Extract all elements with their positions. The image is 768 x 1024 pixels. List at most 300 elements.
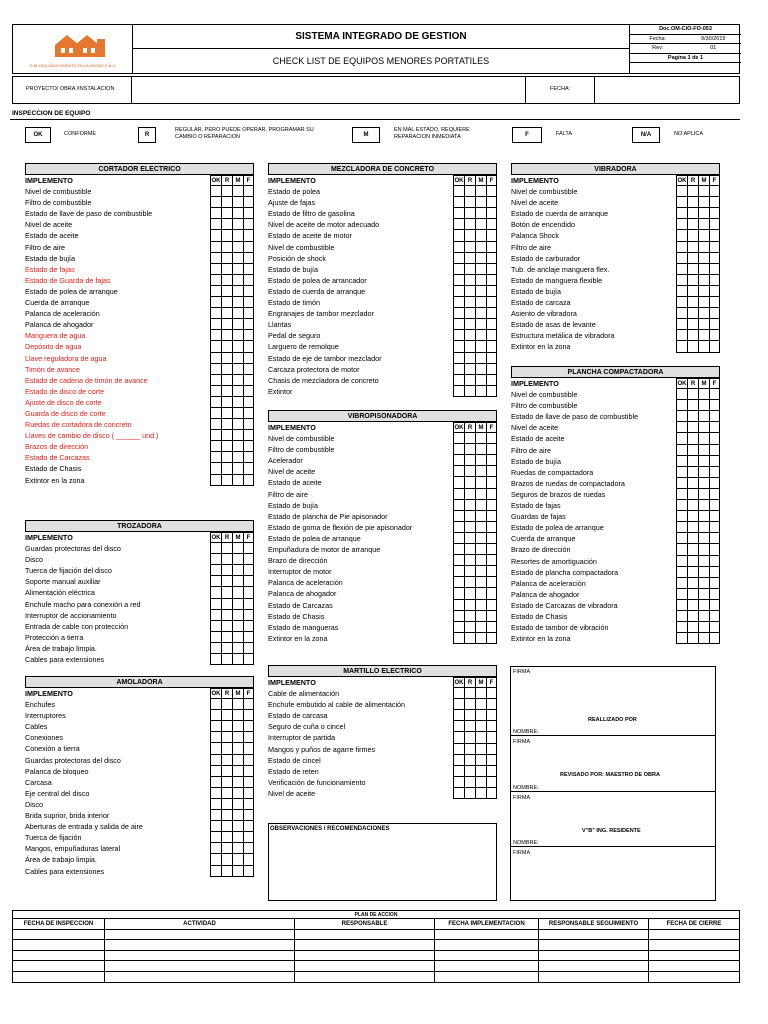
checkbox-cell[interactable] — [486, 242, 497, 253]
checkbox-cell[interactable] — [221, 710, 232, 721]
checkbox-cell[interactable] — [210, 777, 221, 788]
checkbox-cell[interactable] — [221, 743, 232, 754]
table-row[interactable] — [13, 951, 739, 962]
checkbox-cell[interactable] — [709, 544, 720, 555]
checkbox-cell[interactable] — [232, 430, 243, 441]
checkbox-cell[interactable] — [698, 330, 709, 341]
checkbox-cell[interactable] — [210, 364, 221, 375]
checkbox-cell[interactable] — [687, 197, 698, 208]
checkbox-cell[interactable] — [486, 544, 497, 555]
checkbox-cell[interactable] — [243, 543, 254, 554]
checkbox-cell[interactable] — [698, 567, 709, 578]
checkbox-cell[interactable] — [221, 186, 232, 197]
checkbox-cell[interactable] — [475, 308, 486, 319]
checkbox-cell[interactable] — [243, 208, 254, 219]
checkbox-cell[interactable] — [486, 633, 497, 644]
checkbox-cell[interactable] — [486, 710, 497, 721]
checkbox-cell[interactable] — [221, 419, 232, 430]
checkbox-cell[interactable] — [676, 467, 687, 478]
checkbox-cell[interactable] — [221, 543, 232, 554]
checkbox-cell[interactable] — [687, 422, 698, 433]
checkbox-cell[interactable] — [486, 319, 497, 330]
checkbox-cell[interactable] — [486, 197, 497, 208]
checkbox-cell[interactable] — [676, 186, 687, 197]
checkbox-cell[interactable] — [486, 330, 497, 341]
checkbox-cell[interactable] — [453, 308, 464, 319]
checkbox-cell[interactable] — [698, 297, 709, 308]
checkbox-cell[interactable] — [709, 633, 720, 644]
checkbox-cell[interactable] — [243, 419, 254, 430]
checkbox-cell[interactable] — [687, 578, 698, 589]
checkbox-cell[interactable] — [475, 330, 486, 341]
checkbox-cell[interactable] — [687, 567, 698, 578]
checkbox-cell[interactable] — [698, 456, 709, 467]
checkbox-cell[interactable] — [709, 611, 720, 622]
checkbox-cell[interactable] — [210, 632, 221, 643]
checkbox-cell[interactable] — [486, 600, 497, 611]
checkbox-cell[interactable] — [464, 319, 475, 330]
checkbox-cell[interactable] — [243, 866, 254, 877]
checkbox-cell[interactable] — [676, 219, 687, 230]
checkbox-cell[interactable] — [232, 587, 243, 598]
checkbox-cell[interactable] — [475, 230, 486, 241]
checkbox-cell[interactable] — [464, 555, 475, 566]
checkbox-cell[interactable] — [453, 500, 464, 511]
checkbox-cell[interactable] — [232, 643, 243, 654]
checkbox-cell[interactable] — [709, 319, 720, 330]
checkbox-cell[interactable] — [210, 275, 221, 286]
checkbox-cell[interactable] — [475, 219, 486, 230]
checkbox-cell[interactable] — [221, 576, 232, 587]
checkbox-cell[interactable] — [486, 444, 497, 455]
checkbox-cell[interactable] — [475, 555, 486, 566]
checkbox-cell[interactable] — [687, 330, 698, 341]
checkbox-cell[interactable] — [243, 330, 254, 341]
checkbox-cell[interactable] — [210, 854, 221, 865]
checkbox-cell[interactable] — [221, 632, 232, 643]
checkbox-cell[interactable] — [475, 208, 486, 219]
checkbox-cell[interactable] — [453, 533, 464, 544]
checkbox-cell[interactable] — [210, 319, 221, 330]
checkbox-cell[interactable] — [709, 500, 720, 511]
checkbox-cell[interactable] — [486, 186, 497, 197]
checkbox-cell[interactable] — [687, 511, 698, 522]
checkbox-cell[interactable] — [243, 576, 254, 587]
checkbox-cell[interactable] — [475, 511, 486, 522]
checkbox-cell[interactable] — [486, 208, 497, 219]
checkbox-cell[interactable] — [232, 375, 243, 386]
checkbox-cell[interactable] — [698, 611, 709, 622]
checkbox-cell[interactable] — [475, 533, 486, 544]
checkbox-cell[interactable] — [486, 386, 497, 397]
checkbox-cell[interactable] — [698, 319, 709, 330]
checkbox-cell[interactable] — [475, 721, 486, 732]
checkbox-cell[interactable] — [687, 242, 698, 253]
checkbox-cell[interactable] — [687, 556, 698, 567]
checkbox-cell[interactable] — [709, 589, 720, 600]
checkbox-cell[interactable] — [676, 533, 687, 544]
checkbox-cell[interactable] — [221, 297, 232, 308]
checkbox-cell[interactable] — [453, 386, 464, 397]
checkbox-cell[interactable] — [698, 264, 709, 275]
checkbox-cell[interactable] — [464, 688, 475, 699]
checkbox-cell[interactable] — [232, 419, 243, 430]
checkbox-cell[interactable] — [221, 777, 232, 788]
checkbox-cell[interactable] — [698, 467, 709, 478]
checkbox-cell[interactable] — [475, 622, 486, 633]
checkbox-cell[interactable] — [464, 364, 475, 375]
checkbox-cell[interactable] — [464, 788, 475, 799]
checkbox-cell[interactable] — [464, 633, 475, 644]
checkbox-cell[interactable] — [676, 389, 687, 400]
checkbox-cell[interactable] — [453, 633, 464, 644]
checkbox-cell[interactable] — [210, 419, 221, 430]
checkbox-cell[interactable] — [210, 821, 221, 832]
checkbox-cell[interactable] — [464, 533, 475, 544]
checkbox-cell[interactable] — [486, 732, 497, 743]
checkbox-cell[interactable] — [243, 408, 254, 419]
checkbox-cell[interactable] — [232, 353, 243, 364]
checkbox-cell[interactable] — [232, 576, 243, 587]
checkbox-cell[interactable] — [475, 286, 486, 297]
checkbox-cell[interactable] — [676, 230, 687, 241]
checkbox-cell[interactable] — [709, 445, 720, 456]
checkbox-cell[interactable] — [676, 308, 687, 319]
checkbox-cell[interactable] — [210, 441, 221, 452]
checkbox-cell[interactable] — [210, 386, 221, 397]
checkbox-cell[interactable] — [676, 578, 687, 589]
checkbox-cell[interactable] — [210, 452, 221, 463]
checkbox-cell[interactable] — [453, 186, 464, 197]
checkbox-cell[interactable] — [709, 411, 720, 422]
checkbox-cell[interactable] — [221, 208, 232, 219]
checkbox-cell[interactable] — [221, 599, 232, 610]
checkbox-cell[interactable] — [453, 264, 464, 275]
checkbox-cell[interactable] — [486, 766, 497, 777]
checkbox-cell[interactable] — [453, 455, 464, 466]
checkbox-cell[interactable] — [698, 489, 709, 500]
checkbox-cell[interactable] — [687, 253, 698, 264]
checkbox-cell[interactable] — [243, 319, 254, 330]
checkbox-cell[interactable] — [676, 411, 687, 422]
checkbox-cell[interactable] — [676, 611, 687, 622]
checkbox-cell[interactable] — [221, 397, 232, 408]
checkbox-cell[interactable] — [232, 710, 243, 721]
checkbox-cell[interactable] — [210, 565, 221, 576]
checkbox-cell[interactable] — [486, 230, 497, 241]
checkbox-cell[interactable] — [475, 577, 486, 588]
checkbox-cell[interactable] — [475, 433, 486, 444]
checkbox-cell[interactable] — [453, 588, 464, 599]
checkbox-cell[interactable] — [676, 400, 687, 411]
checkbox-cell[interactable] — [221, 330, 232, 341]
checkbox-cell[interactable] — [464, 511, 475, 522]
checkbox-cell[interactable] — [687, 319, 698, 330]
observaciones-box[interactable] — [268, 823, 497, 901]
checkbox-cell[interactable] — [243, 832, 254, 843]
checkbox-cell[interactable] — [475, 197, 486, 208]
checkbox-cell[interactable] — [698, 286, 709, 297]
checkbox-cell[interactable] — [243, 565, 254, 576]
checkbox-cell[interactable] — [709, 253, 720, 264]
checkbox-cell[interactable] — [243, 452, 254, 463]
checkbox-cell[interactable] — [221, 610, 232, 621]
checkbox-cell[interactable] — [464, 622, 475, 633]
table-row[interactable] — [13, 940, 739, 951]
checkbox-cell[interactable] — [687, 411, 698, 422]
checkbox-cell[interactable] — [453, 577, 464, 588]
checkbox-cell[interactable] — [221, 821, 232, 832]
checkbox-cell[interactable] — [464, 230, 475, 241]
checkbox-cell[interactable] — [486, 500, 497, 511]
checkbox-cell[interactable] — [698, 533, 709, 544]
checkbox-cell[interactable] — [687, 230, 698, 241]
checkbox-cell[interactable] — [221, 253, 232, 264]
checkbox-cell[interactable] — [232, 599, 243, 610]
checkbox-cell[interactable] — [453, 466, 464, 477]
checkbox-cell[interactable] — [210, 286, 221, 297]
checkbox-cell[interactable] — [210, 219, 221, 230]
checkbox-cell[interactable] — [687, 544, 698, 555]
checkbox-cell[interactable] — [453, 197, 464, 208]
checkbox-cell[interactable] — [698, 511, 709, 522]
checkbox-cell[interactable] — [453, 219, 464, 230]
checkbox-cell[interactable] — [232, 866, 243, 877]
checkbox-cell[interactable] — [232, 386, 243, 397]
checkbox-cell[interactable] — [486, 375, 497, 386]
checkbox-cell[interactable] — [475, 297, 486, 308]
checkbox-cell[interactable] — [232, 286, 243, 297]
checkbox-cell[interactable] — [232, 565, 243, 576]
checkbox-cell[interactable] — [453, 242, 464, 253]
checkbox-cell[interactable] — [676, 622, 687, 633]
checkbox-cell[interactable] — [486, 364, 497, 375]
checkbox-cell[interactable] — [243, 253, 254, 264]
checkbox-cell[interactable] — [709, 511, 720, 522]
checkbox-cell[interactable] — [709, 297, 720, 308]
checkbox-cell[interactable] — [210, 743, 221, 754]
checkbox-cell[interactable] — [709, 208, 720, 219]
checkbox-cell[interactable] — [698, 500, 709, 511]
checkbox-cell[interactable] — [210, 621, 221, 632]
checkbox-cell[interactable] — [210, 197, 221, 208]
checkbox-cell[interactable] — [221, 230, 232, 241]
checkbox-cell[interactable] — [698, 622, 709, 633]
checkbox-cell[interactable] — [221, 843, 232, 854]
checkbox-cell[interactable] — [221, 475, 232, 486]
checkbox-cell[interactable] — [486, 611, 497, 622]
checkbox-cell[interactable] — [709, 242, 720, 253]
checkbox-cell[interactable] — [243, 197, 254, 208]
checkbox-cell[interactable] — [676, 286, 687, 297]
checkbox-cell[interactable] — [210, 866, 221, 877]
checkbox-cell[interactable] — [698, 400, 709, 411]
checkbox-cell[interactable] — [221, 286, 232, 297]
checkbox-cell[interactable] — [676, 297, 687, 308]
checkbox-cell[interactable] — [698, 633, 709, 644]
checkbox-cell[interactable] — [464, 744, 475, 755]
checkbox-cell[interactable] — [676, 544, 687, 555]
checkbox-cell[interactable] — [221, 721, 232, 732]
checkbox-cell[interactable] — [221, 788, 232, 799]
checkbox-cell[interactable] — [232, 721, 243, 732]
checkbox-cell[interactable] — [453, 275, 464, 286]
checkbox-cell[interactable] — [243, 554, 254, 565]
checkbox-cell[interactable] — [232, 543, 243, 554]
checkbox-cell[interactable] — [676, 330, 687, 341]
checkbox-cell[interactable] — [676, 567, 687, 578]
table-row[interactable] — [13, 961, 739, 972]
checkbox-cell[interactable] — [464, 297, 475, 308]
checkbox-cell[interactable] — [486, 555, 497, 566]
checkbox-cell[interactable] — [475, 489, 486, 500]
checkbox-cell[interactable] — [486, 566, 497, 577]
checkbox-cell[interactable] — [232, 843, 243, 854]
checkbox-cell[interactable] — [243, 710, 254, 721]
checkbox-cell[interactable] — [210, 576, 221, 587]
checkbox-cell[interactable] — [486, 466, 497, 477]
checkbox-cell[interactable] — [232, 319, 243, 330]
checkbox-cell[interactable] — [687, 400, 698, 411]
checkbox-cell[interactable] — [709, 330, 720, 341]
checkbox-cell[interactable] — [453, 364, 464, 375]
checkbox-cell[interactable] — [709, 456, 720, 467]
checkbox-cell[interactable] — [698, 253, 709, 264]
checkbox-cell[interactable] — [232, 732, 243, 743]
checkbox-cell[interactable] — [687, 433, 698, 444]
checkbox-cell[interactable] — [243, 599, 254, 610]
checkbox-cell[interactable] — [676, 422, 687, 433]
checkbox-cell[interactable] — [232, 799, 243, 810]
checkbox-cell[interactable] — [464, 444, 475, 455]
checkbox-cell[interactable] — [676, 522, 687, 533]
checkbox-cell[interactable] — [709, 186, 720, 197]
checkbox-cell[interactable] — [453, 721, 464, 732]
checkbox-cell[interactable] — [475, 699, 486, 710]
checkbox-cell[interactable] — [709, 522, 720, 533]
checkbox-cell[interactable] — [210, 475, 221, 486]
checkbox-cell[interactable] — [232, 610, 243, 621]
checkbox-cell[interactable] — [475, 444, 486, 455]
checkbox-cell[interactable] — [232, 821, 243, 832]
checkbox-cell[interactable] — [486, 286, 497, 297]
checkbox-cell[interactable] — [698, 478, 709, 489]
checkbox-cell[interactable] — [475, 777, 486, 788]
checkbox-cell[interactable] — [210, 408, 221, 419]
checkbox-cell[interactable] — [709, 197, 720, 208]
checkbox-cell[interactable] — [232, 397, 243, 408]
checkbox-cell[interactable] — [221, 866, 232, 877]
checkbox-cell[interactable] — [698, 197, 709, 208]
checkbox-cell[interactable] — [709, 264, 720, 275]
checkbox-cell[interactable] — [464, 566, 475, 577]
checkbox-cell[interactable] — [464, 466, 475, 477]
checkbox-cell[interactable] — [453, 286, 464, 297]
checkbox-cell[interactable] — [486, 577, 497, 588]
checkbox-cell[interactable] — [464, 208, 475, 219]
checkbox-cell[interactable] — [210, 341, 221, 352]
checkbox-cell[interactable] — [210, 643, 221, 654]
checkbox-cell[interactable] — [232, 341, 243, 352]
checkbox-cell[interactable] — [232, 777, 243, 788]
checkbox-cell[interactable] — [453, 253, 464, 264]
checkbox-cell[interactable] — [676, 556, 687, 567]
checkbox-cell[interactable] — [464, 242, 475, 253]
checkbox-cell[interactable] — [698, 242, 709, 253]
checkbox-cell[interactable] — [243, 788, 254, 799]
checkbox-cell[interactable] — [709, 600, 720, 611]
checkbox-cell[interactable] — [698, 308, 709, 319]
checkbox-cell[interactable] — [676, 500, 687, 511]
checkbox-cell[interactable] — [464, 275, 475, 286]
checkbox-cell[interactable] — [221, 854, 232, 865]
checkbox-cell[interactable] — [676, 197, 687, 208]
checkbox-cell[interactable] — [486, 489, 497, 500]
checkbox-cell[interactable] — [232, 854, 243, 865]
checkbox-cell[interactable] — [687, 600, 698, 611]
checkbox-cell[interactable] — [243, 275, 254, 286]
checkbox-cell[interactable] — [486, 622, 497, 633]
checkbox-cell[interactable] — [475, 375, 486, 386]
checkbox-cell[interactable] — [210, 242, 221, 253]
checkbox-cell[interactable] — [453, 788, 464, 799]
checkbox-cell[interactable] — [676, 445, 687, 456]
checkbox-cell[interactable] — [243, 463, 254, 474]
checkbox-cell[interactable] — [221, 463, 232, 474]
checkbox-cell[interactable] — [464, 500, 475, 511]
checkbox-cell[interactable] — [232, 475, 243, 486]
checkbox-cell[interactable] — [221, 441, 232, 452]
checkbox-cell[interactable] — [464, 699, 475, 710]
checkbox-cell[interactable] — [210, 330, 221, 341]
checkbox-cell[interactable] — [687, 264, 698, 275]
checkbox-cell[interactable] — [486, 777, 497, 788]
checkbox-cell[interactable] — [232, 186, 243, 197]
project-input[interactable] — [131, 76, 526, 104]
checkbox-cell[interactable] — [486, 533, 497, 544]
checkbox-cell[interactable] — [687, 611, 698, 622]
checkbox-cell[interactable] — [464, 197, 475, 208]
checkbox-cell[interactable] — [676, 478, 687, 489]
checkbox-cell[interactable] — [243, 475, 254, 486]
checkbox-cell[interactable] — [687, 522, 698, 533]
checkbox-cell[interactable] — [486, 297, 497, 308]
checkbox-cell[interactable] — [698, 522, 709, 533]
checkbox-cell[interactable] — [453, 622, 464, 633]
checkbox-cell[interactable] — [709, 622, 720, 633]
checkbox-cell[interactable] — [687, 341, 698, 352]
checkbox-cell[interactable] — [687, 489, 698, 500]
checkbox-cell[interactable] — [698, 600, 709, 611]
checkbox-cell[interactable] — [687, 297, 698, 308]
checkbox-cell[interactable] — [486, 511, 497, 522]
checkbox-cell[interactable] — [709, 578, 720, 589]
checkbox-cell[interactable] — [486, 522, 497, 533]
checkbox-cell[interactable] — [475, 186, 486, 197]
checkbox-cell[interactable] — [232, 275, 243, 286]
checkbox-cell[interactable] — [210, 654, 221, 665]
checkbox-cell[interactable] — [453, 230, 464, 241]
checkbox-cell[interactable] — [709, 567, 720, 578]
checkbox-cell[interactable] — [221, 430, 232, 441]
checkbox-cell[interactable] — [232, 330, 243, 341]
checkbox-cell[interactable] — [221, 219, 232, 230]
checkbox-cell[interactable] — [464, 477, 475, 488]
checkbox-cell[interactable] — [232, 230, 243, 241]
checkbox-cell[interactable] — [232, 297, 243, 308]
checkbox-cell[interactable] — [475, 688, 486, 699]
checkbox-cell[interactable] — [486, 341, 497, 352]
